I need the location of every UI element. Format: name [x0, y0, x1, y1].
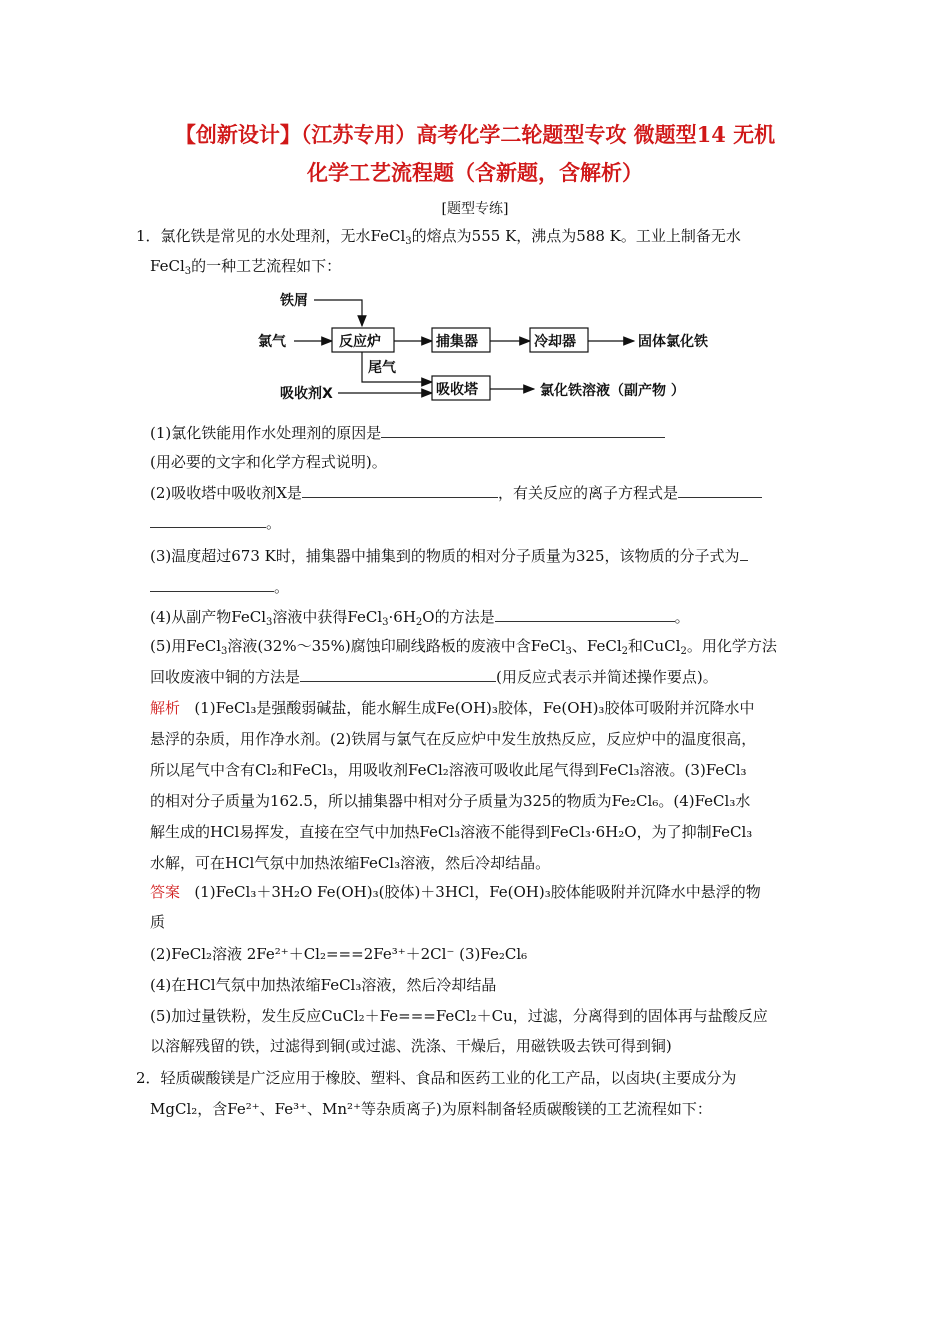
answer-label: 答案: [150, 883, 181, 901]
label-reactor: 反应炉: [339, 334, 381, 350]
label-tail-gas: 尾气: [368, 360, 396, 376]
answer-blank: [302, 482, 498, 498]
answer-line-2: 质: [150, 913, 166, 931]
q1-part-3: (3)温度超过673 K时，捕集器中捕集到的物质的相对分子质量为325，该物质的分子式为: [150, 545, 748, 566]
answer-blank: [740, 545, 748, 561]
q1-part-4: (4)从副产物FeCl$_3$溶液中获得$FeCl_3\cdot 6H_2O$的方法是 。: [150, 608, 690, 628]
answer-line-6: 以溶解残留的铁，过滤得到铜(或过滤、洗涤、干燥后，用磁铁吸去铁可得到铜): [150, 1037, 672, 1055]
answer-line-1: 答案 (1)FeCl₃＋3H₂O Fe(OH)₃(胶体)＋3HCl，Fe(OH)₃胶体能吸附并沉降水中悬浮的物: [150, 883, 761, 901]
analysis-label: 解析: [150, 699, 181, 717]
title-line-2: 化学工艺流程题（含新题，含解析）: [307, 160, 643, 185]
label-solid-ferric-chloride: 固体氯化铁: [638, 334, 708, 350]
q2-line-1: 2．轻质碳酸镁是广泛应用于橡胶、塑料、食品和医药工业的化工产品，以卤块(主要成分为: [136, 1069, 737, 1087]
q1-part-2-cont: 。: [150, 512, 281, 533]
answer-blank: [495, 606, 675, 622]
section-label: [题型专练]: [441, 201, 509, 217]
q1-part-5-cont: 回收废液中铜的方法是 (用反应式表示并简述操作要点)。: [150, 668, 718, 686]
analysis-line-6: 水解，可在HCl气氛中加热浓缩FeCl₃溶液，然后冷却结晶。: [150, 854, 551, 872]
answer-blank: [381, 422, 665, 438]
label-collector: 捕集器: [436, 334, 478, 350]
answer-line-3: (2)FeCl₂溶液 2Fe²⁺＋Cl₂===2Fe³⁺＋2Cl⁻ (3)Fe₂Cl₆: [150, 945, 528, 963]
answer-line-5: (5)加过量铁粉，发生反应CuCl₂＋Fe===FeCl₂＋Cu，过滤，分离得到的固体再与盐酸反应: [150, 1007, 768, 1025]
answer-blank: [150, 576, 274, 592]
label-absorption-tower: 吸收塔: [436, 382, 478, 398]
answer-line-4: (4)在HCl气氛中加热浓缩FeCl₃溶液，然后冷却结晶: [150, 976, 497, 994]
q2-line-2: MgCl₂，含Fe²⁺、Fe³⁺、Mn²⁺等杂质离子)为原料制备轻质碳酸镁的工艺流程如下：: [150, 1100, 712, 1118]
label-chlorine: 氯气: [258, 334, 286, 350]
answer-blank: [300, 666, 496, 682]
label-byproduct: 氯化铁溶液（副产物 ）: [540, 383, 685, 399]
title-line-1: 【创新设计】（江苏专用）高考化学二轮题型专攻 微题型14 无机: [174, 122, 776, 147]
q1-intro-line-1: 1．氯化铁是常见的水处理剂，无水FeCl$_3$的熔点为555 K，沸点为588 K。工业上制备无水: [136, 227, 741, 247]
analysis-line-2: 悬浮的杂质，用作净水剂。(2)铁屑与氯气在反应炉中发生放热反应，反应炉中的温度很高，: [150, 730, 757, 748]
label-iron: 铁屑: [280, 293, 308, 309]
q1-part-5: (5)用FeCl$_3$溶液(32%～35%)腐蚀印刷线路板的废液中含FeCl$_3$、FeCl$_2$和CuCl$_2$。用化学方法: [150, 637, 777, 657]
analysis-line-1: 解析 (1)FeCl₃是强酸弱碱盐，能水解生成Fe(OH)₃胶体，Fe(OH)₃胶体可吸附并沉降水中: [150, 699, 755, 717]
q1-part-3-cont: 。: [150, 576, 289, 597]
q1-part-2: (2)吸收塔中吸收剂X是 ，有关反应的离子方程式是: [150, 482, 762, 503]
analysis-line-4: 的相对分子质量为162.5，所以捕集器中相对分子质量为325的物质为Fe₂Cl₆。(4)FeCl₃水: [150, 792, 751, 810]
process-flow-diagram: [250, 286, 730, 410]
label-cooler: 冷却器: [534, 334, 576, 350]
q1-intro-line-2: FeCl$_3$的一种工艺流程如下：: [150, 257, 342, 277]
q1-part-1: (1)氯化铁能用作水处理剂的原因是: [150, 422, 665, 443]
analysis-line-3: 所以尾气中含有Cl₂和FeCl₃，用吸收剂FeCl₂溶液可吸收此尾气得到FeCl₃溶液。(3)FeCl₃: [150, 761, 747, 779]
q1-part-1-note: (用必要的文字和化学方程式说明)。: [150, 453, 387, 471]
answer-blank: [150, 512, 266, 528]
label-absorbent: 吸收剂X: [280, 386, 333, 402]
analysis-line-5: 解生成的HCl易挥发，直接在空气中加热FeCl₃溶液不能得到FeCl₃·6H₂O，为了抑制FeCl₃: [150, 823, 753, 841]
answer-blank: [678, 482, 762, 498]
